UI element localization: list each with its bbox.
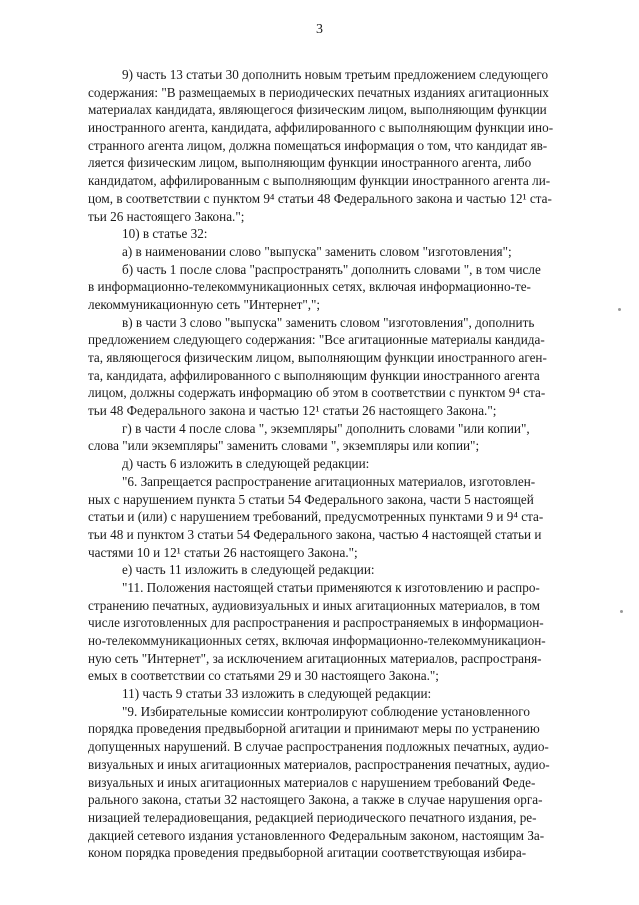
text-line: лицом, должны содержать информацию об этом в соответствии с пунктом 9⁴ ста-	[88, 385, 546, 401]
page-number: 3	[316, 22, 323, 37]
text-line: низацией телерадиовещания, редакцией периодического печатного издания, ре-	[88, 809, 537, 825]
text-line: кандидатом, аффилированным с выполняющим функции иностранного агента ли-	[88, 173, 551, 189]
text-line: визуальных и иных агитационных материалов, распространения печатных, аудио-	[88, 756, 550, 772]
text-line: лекоммуникационную сеть "Интернет",";	[88, 296, 321, 312]
text-line: д) часть 6 изложить в следующей редакции:	[122, 456, 370, 472]
text-line: статьи и (или) с нарушением требований, предусмотренных пунктами 9 и 9⁴ ста-	[88, 509, 544, 525]
text-line: визуальных и иных агитационных материалов с нарушением требований Феде-	[88, 774, 536, 790]
document-body	[88, 66, 600, 862]
text-line: в информационно-телекоммуникационных сетях, включая информационно-те-	[88, 279, 531, 295]
text-line: слова "или экземпляры" заменить словами ", экземпляры или копии";	[88, 438, 480, 454]
text-line: тьи 26 настоящего Закона.";	[88, 208, 245, 224]
text-line: г) в части 4 после слова ", экземпляры" дополнить словами "или копии",	[122, 420, 530, 436]
text-line: 10) в статье 32:	[122, 226, 208, 242]
text-line: "9. Избирательные комиссии контролируют соблюдение установленного	[122, 703, 530, 719]
text-line: но-телекоммуникационных сетях, включая информационно-телекоммуникацион-	[88, 633, 546, 648]
text-line: коном порядка проведения предвыборной агитации соответствующая избира-	[88, 845, 527, 861]
text-line: ляется физическим лицом, выполняющим функции иностранного агента, либо	[88, 155, 532, 171]
text-line: тьи 48 и пунктом 3 статьи 54 Федерального закона, частью 4 настоящей статьи и	[88, 526, 542, 542]
text-line: б) часть 1 после слова "распространять" дополнить словами ", в том числе	[122, 261, 541, 277]
text-line: "11. Положения настоящей статьи применяются к изготовлению и распро-	[122, 579, 540, 595]
text-line: цом, в соответствии с пунктом 9⁴ статьи 48 Федерального закона и частью 12¹ ста-	[88, 190, 552, 206]
text-line: материалах кандидата, являющегося физическим лицом, выполняющим функции	[88, 102, 547, 118]
text-line: странению печатных, аудиовизуальных и иных агитационных материалов, в том	[88, 597, 540, 613]
text-line: ных с нарушением пункта 5 статьи 54 Федерального закона, части 5 настоящей	[88, 491, 534, 507]
text-line: та, кандидата, аффилированного с выполняющим функции иностранного агента	[88, 367, 540, 383]
text-line: в) в части 3 слово "выпуска" заменить словом "изготовления", дополнить	[122, 314, 535, 330]
scan-mark	[618, 308, 621, 311]
text-line: рального закона, статьи 32 настоящего Закона, а также в случае нарушения орга-	[88, 792, 543, 808]
text-line: числе изготовленных для распространения и распространяемых в информацион-	[88, 615, 544, 631]
text-line: емых в соответствии со статьями 29 и 30 настоящего Закона.";	[88, 668, 439, 684]
text-line: допущенных нарушений. В случае распространения подложных печатных, аудио-	[88, 739, 549, 755]
text-line: та, являющегося физическим лицом, выполняющим функции иностранного аген-	[88, 350, 547, 365]
text-line: ную сеть "Интернет", за исключением агитационных материалов, распространя-	[88, 650, 542, 666]
scan-mark	[620, 610, 623, 613]
text-line: "6. Запрещается распространение агитационных материалов, изготовлен-	[122, 473, 536, 489]
text-line: порядка проведения предвыборной агитации и принимают меры по устранению	[88, 721, 540, 737]
text-line: частями 10 и 12¹ статьи 26 настоящего Закона.";	[88, 544, 358, 560]
text-line: а) в наименовании слово "выпуска" заменить словом "изготовления";	[122, 243, 512, 259]
text-line: 11) часть 9 статьи 33 изложить в следующей редакции:	[122, 686, 432, 702]
text-line: тьи 48 Федерального закона и частью 12¹ статьи 26 настоящего Закона.";	[88, 403, 497, 419]
text-line: 9) часть 13 статьи 30 дополнить новым третьим предложением следующего	[122, 67, 549, 82]
text-line: дакцией сетевого издания установленного Федеральным законом, настоящим За-	[88, 827, 545, 843]
text-line: иностранного агента, кандидата, аффилированного с выполняющим функции ино-	[88, 120, 554, 136]
text-line: содержания: "В размещаемых в периодических печатных изданиях агитационных	[88, 84, 549, 100]
text-line: е) часть 11 изложить в следующей редакции:	[122, 562, 375, 578]
text-line: предложением следующего содержания: "Все агитационные материалы кандида-	[88, 332, 545, 348]
text-line: странного агента лицом, должна помещаться информация о том, что кандидат яв-	[88, 137, 548, 153]
